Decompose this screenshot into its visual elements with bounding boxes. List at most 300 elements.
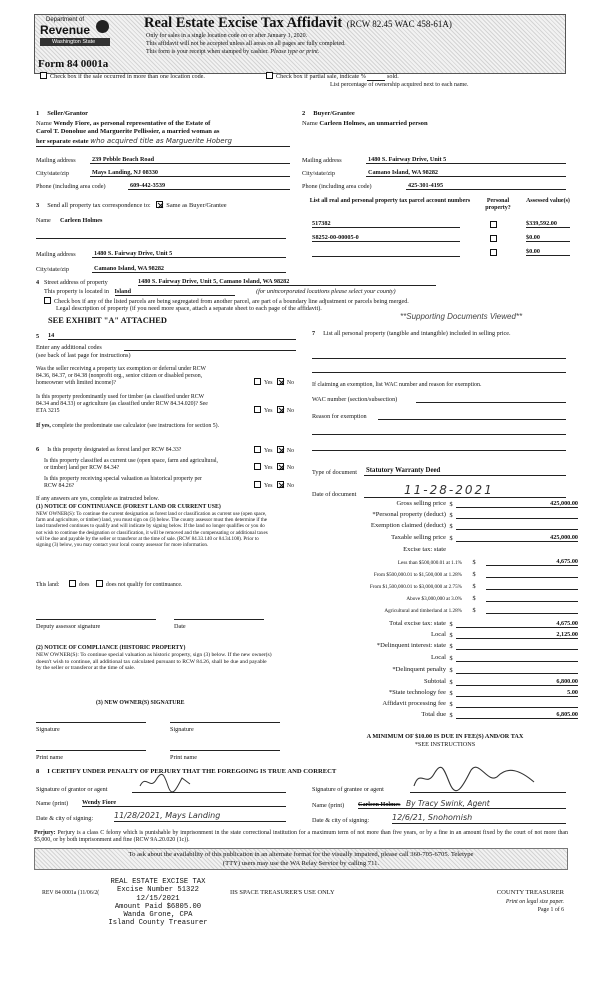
logo-sub-text: Washington State (52, 39, 96, 45)
delinq-penalty-row (312, 665, 578, 674)
owner-print-line-2[interactable] (170, 750, 280, 751)
seller-phone-label: Phone (including area code) (36, 182, 106, 190)
q1-yes-checkbox[interactable] (254, 378, 261, 385)
if-yes-label: If yes, (36, 423, 51, 429)
parcel-row-3 (312, 248, 570, 258)
reason-line-2[interactable] (312, 434, 566, 435)
land-does-not-checkbox[interactable] (96, 580, 103, 587)
taxable-label: Taxable selling price (391, 534, 446, 542)
treasurer-stamp (98, 878, 218, 928)
personal-deduct-label: *Personal property (deduct) (372, 511, 446, 519)
street-label: Street address of property (44, 278, 108, 286)
affidavit-fee-dollar: $ (449, 700, 453, 708)
subtotal-row (312, 677, 578, 686)
see-exhibit: SEE EXHIBIT "A" ATTACHED (48, 316, 167, 325)
tier5-label: Agricultural and timberland at 1.28% (384, 607, 462, 614)
treasurer-space-label: IIS SPACE TREASURER'S USE ONLY (230, 889, 335, 896)
parcel-personal-checkbox-1[interactable] (490, 221, 497, 228)
owner-print-label-2: Print name (170, 754, 197, 761)
accessibility-line-1: To ask about the availability of this publication in an alternate format for the visually impaired, please call 360-705-6705. Teletype (128, 851, 474, 858)
grantor-date-city[interactable]: 11/28/2021, Mays Landing (114, 811, 286, 822)
section6-q2-text: Is this property classified as current use (open space, farm and agricultural, or timber) land per RCW 84.34? (44, 458, 219, 471)
parcel-value-1[interactable]: $339,592.00 (526, 220, 570, 228)
owner-print-label-1: Print name (36, 754, 63, 761)
buyer-phone-row (302, 180, 566, 190)
grantee-date-label: Date & city of signing: (312, 816, 370, 824)
list-percentage-note: List percentage of ownership acquired next to each name. (330, 82, 469, 88)
tier4-amount[interactable] (486, 594, 578, 602)
grantor-name-label: Name (print) (36, 799, 69, 807)
legal-description-label: Legal description of property (if you need more space, attach a separate sheet to each page of the affidavit). (56, 305, 322, 312)
same-as-buyer-checkbox[interactable] (156, 201, 163, 208)
delinq-local-row (312, 653, 578, 662)
subtotal-amount[interactable]: 6,800.00 (456, 678, 578, 686)
seller-heading-text: Seller/Grantor (47, 110, 89, 117)
located-value[interactable]: Island (115, 288, 235, 296)
tier2-dollar: $ (472, 570, 476, 578)
delinq-state-row (312, 641, 578, 650)
section6-q1 (36, 446, 294, 454)
section3-city[interactable]: Camano Island, WA 98282 (92, 265, 286, 273)
deputy-sig-line[interactable] (36, 619, 156, 620)
doc-date[interactable]: 11-28-2021 (364, 483, 566, 498)
perjury-text: Perjury is a class C felony which is punishable by imprisonment in the state correctional institution for a maximum term of not more than five years, or by a fine in an amount fixed by the court of not more than $5,000, or by both imprisonment and fine (RCW 9A.20.020 (1c)). (34, 830, 568, 844)
seller-city[interactable]: Mays Landing, NJ 08330 (90, 169, 290, 177)
total-state-row (312, 619, 578, 628)
stamp-amount: Amount Paid $6805.00 (114, 902, 202, 911)
tier1-label: Less than $500,000.01 at 1.1% (397, 559, 462, 566)
affidavit-fee-row (312, 699, 578, 708)
owner-sig-title: (3) NEW OWNER(S) SIGNATURE (96, 700, 185, 706)
seller-city-row (36, 167, 290, 177)
seller-name-line2: Carol T. Donohue and Marguerite Pellissier, a married woman as (36, 128, 220, 136)
total-state-label: Total excise tax: state (389, 620, 446, 628)
exemption-deduct-dollar: $ (449, 522, 453, 530)
owner-sig-label-2: Signature (170, 726, 194, 733)
personal-deduct-dollar: $ (449, 511, 453, 519)
multi-location-label: Check box if the sale occurred in more than one location code. (50, 73, 205, 80)
notice1-body: NEW OWNER(S): To continue the current designation as forest land or classification as current use (open space, farm and agriculture, or timber) land, you must sign on (3) below. The county assessor must then determine if the land transferred continues to qualify and will indicate by signing below. If the land no longer qualifies or you do not wish to continue the designation or classification, it will be removed and the compensating or additional taxes will be due and payable by the seller or transferor at the time of sale. (RCW 84.33.140 or 84.34.108). Prior to signing (3) below, you may contact your local county assessor for more information. (36, 511, 268, 549)
delinq-local-amount[interactable] (456, 654, 578, 662)
buyer-heading-text: Buyer/Grantee (313, 110, 355, 117)
tier2-amount[interactable] (486, 570, 578, 578)
q2-no-label: No (286, 408, 294, 414)
exemption-deduct-label: Exemption claimed (deduct) (370, 522, 446, 530)
parcel-value-2[interactable]: $0.00 (526, 234, 570, 242)
logo-main-text: Revenue (40, 23, 91, 37)
form-title (144, 15, 452, 32)
q2-yes-checkbox[interactable] (254, 406, 261, 413)
buyer-mailing-row (302, 154, 566, 164)
buyer-name (302, 120, 566, 128)
section3-name[interactable]: Carleen Holmes (60, 216, 103, 224)
doc-type-row (312, 466, 566, 476)
section5-q2 (36, 394, 294, 415)
segregated-checkbox[interactable] (44, 297, 51, 304)
buyer-phone-label: Phone (including area code) (302, 182, 372, 190)
form-title-text: Real Estate Excise Tax Affidavit (144, 15, 343, 31)
grantee-signature-scribble (410, 766, 550, 792)
section3-name-row (36, 214, 286, 224)
seller-city-label: City/state/zip (36, 169, 69, 177)
stamp-name: Wanda Grone, CPA (123, 911, 193, 920)
tier5-row (312, 605, 578, 614)
subtotal-label: Subtotal (424, 678, 446, 686)
tech-fee-dollar: $ (449, 689, 453, 697)
if-yes-text: complete the predominate use calculator (see instructions for section 5). (52, 423, 220, 429)
seller-heading (36, 110, 88, 118)
perjury-notice (34, 830, 568, 845)
personal-property-line-1[interactable] (312, 358, 566, 359)
rev-number: REV 84 0001a (11/06/2( (42, 890, 100, 896)
parcels-col2-header: Personal property? (485, 198, 511, 212)
tier1-row (312, 557, 578, 566)
notice2-title: (2) NOTICE OF COMPLIANCE (HISTORIC PROPERTY) (36, 645, 186, 651)
form-number: Form 84 0001a (38, 58, 109, 70)
partial-sale-check[interactable] (266, 72, 399, 81)
wac-input[interactable] (416, 395, 566, 403)
total-due-row (312, 710, 578, 719)
section6-num: 6 (36, 446, 40, 453)
buyer-phone[interactable]: 425-301-4195 (406, 182, 566, 190)
excise-state-label: Excise tax: state (403, 546, 446, 553)
stamp-office: Island County Treasurer (108, 919, 208, 928)
seller-mailing-label: Mailing address (36, 156, 76, 164)
forest-no-checkbox[interactable] (277, 446, 284, 453)
parcel-number-2[interactable]: S8252-00-00005-0 (312, 234, 460, 242)
grantee-sig-row (312, 783, 566, 793)
local-amount[interactable]: 2,125.00 (456, 631, 578, 639)
certify-text: I CERTIFY UNDER PENALTY OF PERJURY THAT THE FOREGOING IS TRUE AND CORRECT (47, 768, 337, 775)
see-instructions-note: *SEE INSTRUCTIONS (414, 741, 476, 748)
doc-date-row (312, 484, 566, 498)
parcel-number-3[interactable] (312, 248, 460, 257)
section6-q2 (44, 458, 294, 472)
section4-num: 4 (36, 278, 40, 286)
total-state-dollar: $ (449, 620, 453, 628)
section7-text (312, 330, 566, 338)
tier3-amount[interactable] (486, 582, 578, 590)
reason-line-3[interactable] (312, 450, 566, 451)
reason-row (312, 411, 566, 420)
additional-codes-row (36, 342, 296, 351)
section3-text: Send all property tax correspondence to: (47, 202, 151, 209)
historic-yes-label: Yes (264, 483, 273, 489)
current-use-no-checkbox[interactable] (277, 463, 284, 470)
current-use-yes-label: Yes (264, 465, 273, 471)
section6-q3-text: Is this property receiving special valuation as historical property per RCW 84.26? (44, 476, 202, 489)
tier1-dollar: $ (472, 558, 476, 566)
delinq-state-amount[interactable] (456, 642, 578, 650)
form-statute: (RCW 82.45 WAC 458-61A) (346, 19, 452, 29)
grantor-date-label: Date & city of signing: (36, 814, 94, 822)
tier2-label: From $500,000.01 to $1,500,000 at 1.28% (373, 571, 462, 578)
section5-q2-text: Is this property predominantly used for timber (as classified under RCW 84.34 and 84.33) or agriculture (as classified under RCW 84.34.020)? See ETA 3215 (36, 394, 208, 414)
grantee-date-city[interactable]: 12/6/21, Snohomish (392, 813, 566, 824)
current-use-yes-checkbox[interactable] (254, 463, 261, 470)
multi-location-checkbox[interactable] (40, 72, 47, 79)
historic-no-checkbox[interactable] (277, 481, 284, 488)
same-as-buyer-label: Same as Buyer/Grantee (166, 202, 227, 209)
owner-print-line-1[interactable] (36, 750, 146, 751)
section5-q1-text: Was the seller receiving a property tax exemption or deferral under RCW 84.36, 84.37, or 84.38 (nonprofit org., senior citizen or disabled person, homeowner with limited income)? (36, 366, 206, 386)
stamp-excise-number: Excise Number 51322 (117, 886, 199, 895)
land-does-not-label: does not qualify for continuance. (105, 582, 183, 588)
partial-sale-percent[interactable] (367, 73, 385, 81)
total-due-amount[interactable]: 6,805.00 (456, 711, 578, 719)
section5-num: 5 (36, 332, 40, 340)
affidavit-fee-label: Affidavit processing fee (382, 700, 446, 708)
additional-codes-input[interactable] (124, 343, 296, 351)
owner-sig-line-2[interactable] (170, 722, 280, 723)
parcel-personal-checkbox-2[interactable] (490, 235, 497, 242)
q1-no-checkbox[interactable] (277, 378, 284, 385)
deputy-date-label: Date (174, 623, 186, 630)
affidavit-fee-amount[interactable] (456, 700, 578, 708)
wac-label: WAC number (section/subsection) (312, 395, 398, 403)
total-due-dollar: $ (449, 711, 453, 719)
doc-type[interactable]: Statutory Warranty Deed (364, 467, 566, 476)
grantor-signature[interactable] (132, 784, 286, 793)
personal-deduct-amount[interactable] (456, 511, 578, 519)
street-address-row (36, 276, 436, 286)
minimum-fee-note: A MINIMUM OF $10.00 IS DUE IN FEE(S) AND/OR TAX (366, 733, 524, 740)
deputy-sig-label: Deputy assessor signature (36, 623, 101, 630)
delinq-penalty-amount[interactable] (456, 666, 578, 674)
partial-sale-checkbox[interactable] (266, 72, 273, 79)
taxable-amount[interactable]: 425,000.00 (456, 534, 578, 542)
grantor-sig-row (36, 783, 286, 793)
taxable-dollar: $ (449, 534, 453, 542)
reason-input[interactable] (378, 412, 566, 420)
header-note-3 (146, 49, 319, 56)
exemption-deduct-amount[interactable] (456, 522, 578, 530)
section6-q3 (44, 476, 294, 490)
tier5-amount[interactable] (486, 606, 578, 614)
grantor-date-row (36, 810, 286, 822)
grantee-sig-label: Signature of grantee or agent (312, 785, 384, 793)
gross-dollar: $ (449, 500, 453, 508)
unincorporated-note: (for unincorporated locations please select your county) (256, 288, 396, 295)
doc-date-label: Date of document (312, 490, 357, 498)
section3-mailing-row (36, 248, 286, 258)
reason-label: Reason for exemption (312, 412, 367, 420)
grantee-date-row (312, 812, 566, 824)
parcel-row-2 (312, 234, 570, 244)
buyer-name-value: Carleen Holmes, an unmarried person (319, 120, 428, 127)
additional-codes-label: Enter any additional codes (36, 343, 102, 351)
current-use-no-label: No (286, 465, 294, 471)
see-back-note: (see back of last page for instructions) (36, 352, 131, 359)
grantor-name[interactable]: Wendy Fiore (82, 799, 286, 807)
forest-yes-checkbox[interactable] (254, 446, 261, 453)
header-note-1: Only for sales in a single location code on or after January 1, 2020. (146, 33, 308, 39)
deputy-date-line[interactable] (174, 619, 264, 620)
section7-label: List all personal property (tangible and intangible) included in selling price. (323, 330, 511, 337)
section3-line (36, 201, 227, 210)
grantee-name-field[interactable] (358, 799, 566, 809)
delinq-state-dollar: $ (449, 642, 453, 650)
tier4-label: Above $3,000,000 at 3.0% (406, 595, 462, 602)
section3-name-line2 (36, 238, 286, 239)
section8-num: 8 (36, 768, 40, 775)
section6-q1-text: Is this property designated as forest land per RCW 84.33? (47, 447, 182, 453)
delinq-state-label: *Delinquent interest: state (376, 642, 446, 650)
section3-city-label: City/state/zip (36, 265, 69, 273)
tier1-amount[interactable]: 4,675.00 (486, 558, 578, 566)
personal-deduct-row (312, 510, 578, 519)
buyer-mailing[interactable]: 1480 S. Fairway Drive, Unit 5 (366, 156, 566, 164)
seller-mailing[interactable]: 239 Pebble Beach Road (90, 156, 290, 164)
buyer-heading (302, 110, 355, 118)
tier4-row (312, 593, 578, 602)
land-does-checkbox[interactable] (69, 580, 76, 587)
grantee-name-row (312, 797, 566, 809)
seller-name-handwritten: who acquired title as Marguerite Hoberg (90, 136, 232, 145)
seller-num: 1 (36, 110, 40, 117)
section5-if-yes (36, 423, 276, 430)
segregated-label: Check box if any of the listed parcels are being segregated from another parcel, are part of a boundary line adjustment or parcels being merged. (54, 298, 409, 305)
historic-no-label: No (286, 483, 294, 489)
tier3-dollar: $ (472, 582, 476, 590)
owner-sig-label-1: Signature (36, 726, 60, 733)
q1-yes-label: Yes (264, 380, 273, 386)
tier2-row (312, 569, 578, 578)
seller-name-line1: Wendy Fiore, as personal representative of the Estate of (53, 120, 211, 127)
tier5-dollar: $ (472, 606, 476, 614)
partial-sale-label-a: Check box if partial sale, indicate % (276, 73, 366, 80)
personal-property-line-2[interactable] (312, 372, 566, 373)
accessibility-line-2: (TTY) users may use the WA Relay Service by calling 711. (222, 860, 380, 867)
header-note-3-italic: Please type or print. (270, 49, 320, 55)
dor-logo (38, 16, 110, 56)
tech-fee-row (312, 688, 578, 697)
header-note-2: This affidavit will not be accepted unless all areas on all pages are fully completed. (146, 41, 346, 47)
land-does-label: does (78, 582, 90, 588)
use-code[interactable]: 14 (48, 332, 296, 340)
section3-num: 3 (36, 202, 40, 209)
buyer-num: 2 (302, 110, 306, 117)
tech-fee-amount[interactable]: 5.00 (456, 689, 578, 697)
tier3-row (312, 581, 578, 590)
total-due-label: Total due (421, 711, 446, 719)
delinq-penalty-label: *Delinquent penalty (392, 666, 446, 674)
parcel-personal-checkbox-3[interactable] (490, 249, 497, 256)
buyer-city-row (302, 167, 566, 177)
tech-fee-label: *State technology fee (388, 689, 446, 697)
notice1-title: (1) NOTICE OF CONTINUANCE (FOREST LAND OR CURRENT USE) (36, 504, 221, 510)
grantor-sig-label: Signature of grantor or agent (36, 785, 108, 793)
legal-paper-note: Print on legal size paper. (505, 899, 564, 905)
located-label: This property is located in (44, 288, 109, 295)
local-row (312, 630, 578, 639)
buyer-city[interactable]: Camano Island, WA 98282 (366, 169, 566, 177)
seller-phone-row (36, 180, 290, 190)
tier4-dollar: $ (472, 594, 476, 602)
gross-amount[interactable]: 425,000.00 (456, 500, 578, 508)
section3-mailing[interactable]: 1480 S. Fairway Drive, Unit 5 (92, 250, 286, 258)
header-note-3-text: This form is your receipt when stamped by cashier. (146, 49, 269, 55)
buyer-name-label: Name (302, 120, 318, 127)
grantee-name-hand: By Tracy Swink, Agent (406, 798, 490, 808)
this-land-label: This land: (36, 582, 60, 588)
grantor-name-row (36, 797, 286, 807)
seller-phone[interactable]: 609-442-3539 (128, 182, 290, 190)
delinq-local-dollar: $ (449, 654, 453, 662)
owner-sig-line-1[interactable] (36, 722, 146, 723)
seller-name-line3: her separate estate (36, 137, 89, 145)
section3-city-row (36, 263, 286, 273)
page-number: Page 1 of 6 (537, 907, 564, 913)
section3-mailing-label: Mailing address (36, 250, 76, 258)
seller-mailing-row (36, 154, 290, 164)
notice2-body: NEW OWNER(S): To continue special valuation as historic property, sign (3) below. If the new owner(s) doesn't wish to continue, all additional tax calculated pursuant to RCW 84.26, shall be due and payable by the seller or transferor at the time of sale. (36, 652, 272, 671)
multi-location-check[interactable] (40, 72, 205, 80)
county-treasurer-label: COUNTY TREASURER (496, 889, 564, 896)
section6-if-any: If any answers are yes, complete as instructed below. (36, 496, 159, 502)
section7-num: 7 (312, 330, 316, 337)
parcel-row-1 (312, 220, 570, 230)
total-state-amount[interactable]: 4,675.00 (456, 620, 578, 628)
delinq-local-label: Local (430, 654, 446, 662)
exemption-deduct-row (312, 521, 578, 530)
grantee-name-label: Name (print) (312, 801, 345, 809)
section3-name-label: Name (36, 216, 51, 224)
q2-yes-label: Yes (264, 408, 273, 414)
logo-swoosh-icon (96, 20, 109, 33)
forest-yes-label: Yes (264, 448, 273, 454)
parcel-value-3[interactable]: $0.00 (526, 248, 570, 256)
this-land-row (36, 580, 182, 589)
q2-no-checkbox[interactable] (277, 406, 284, 413)
exemption-claim-note: If claiming an exemption, list WAC number and reason for exemption. (312, 382, 482, 388)
taxable-row (312, 533, 578, 542)
use-code-row (36, 330, 296, 340)
seller-name-label: Name (36, 120, 52, 127)
wac-row (312, 394, 566, 403)
subtotal-dollar: $ (449, 678, 453, 686)
parcels-col1-header: List all real and personal property tax parcel account numbers (309, 198, 471, 204)
grantor-signature-scribble (138, 772, 198, 792)
logo-top-text: Department of (46, 17, 85, 23)
seller-name (36, 120, 290, 147)
doc-type-label: Type of document (312, 468, 357, 476)
located-row (44, 288, 564, 296)
supporting-docs-stamp: **Supporting Documents Viewed** (400, 312, 523, 321)
parcel-number-1[interactable]: 517382 (312, 220, 460, 228)
gross-row (312, 499, 578, 508)
gross-label: Gross selling price (396, 500, 446, 508)
partial-sale-label-b: sold. (386, 73, 399, 80)
grantee-name-struck: Carleen Holmes (358, 800, 401, 808)
grantee-signature[interactable] (410, 784, 566, 793)
local-dollar: $ (449, 631, 453, 639)
local-label: Local (430, 631, 446, 639)
tier3-label: From $1,500,000.01 to $3,000,000 at 2.75% (369, 583, 462, 590)
perjury-label: Perjury: (34, 830, 56, 836)
forest-no-label: No (286, 448, 294, 454)
q1-no-label: No (286, 380, 294, 386)
parcels-col3-header: Assessed value(s) (526, 198, 570, 204)
section5-q1 (36, 366, 294, 387)
stamp-title: REAL ESTATE EXCISE TAX (110, 878, 206, 886)
stamp-date: 12/15/2021 (136, 894, 180, 903)
delinq-penalty-dollar: $ (449, 666, 453, 674)
street-address[interactable]: 1480 S. Fairway Drive, Unit 5, Camano Island, WA 98282 (138, 278, 436, 286)
buyer-mailing-label: Mailing address (302, 156, 342, 164)
buyer-city-label: City/state/zip (302, 169, 335, 177)
historic-yes-checkbox[interactable] (254, 481, 261, 488)
